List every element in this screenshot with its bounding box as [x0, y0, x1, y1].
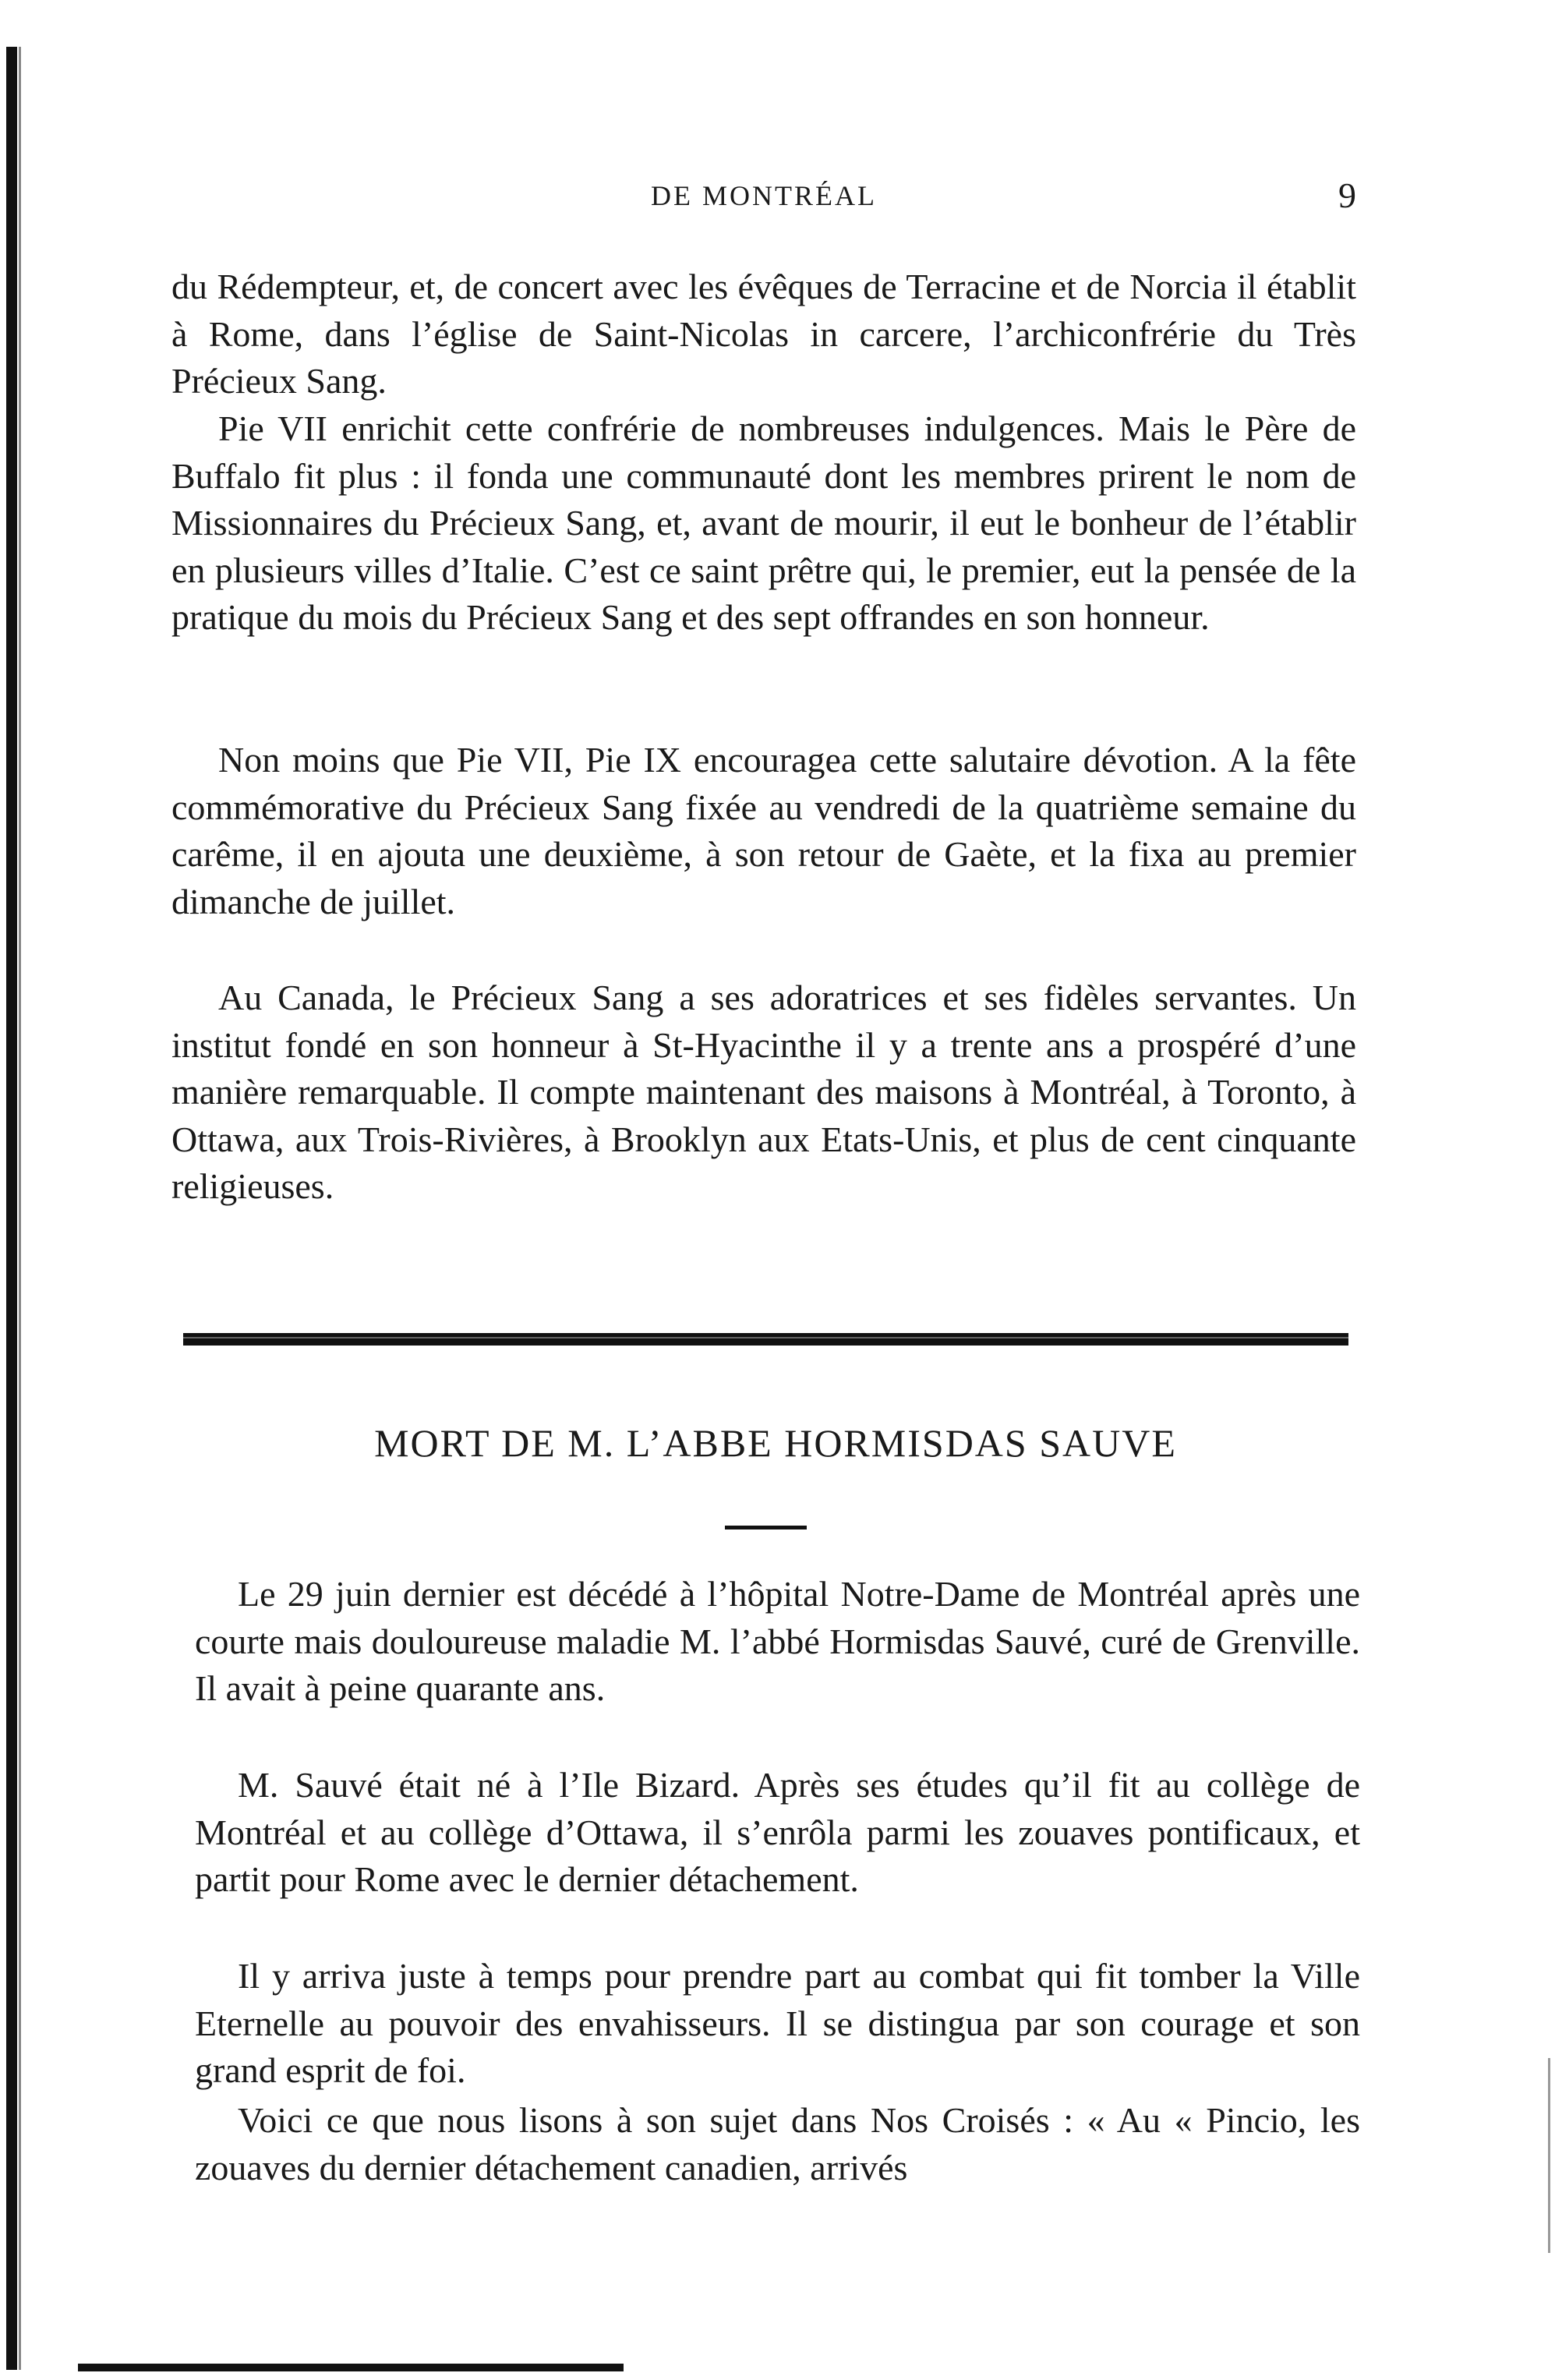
paragraph-section-4: Voici ce que nous lisons à son sujet dans Nos Croisés : « Au « Pincio, les zouaves du dernier détachement canadien, arrivés [195, 2100, 1360, 2187]
section-divider [183, 1333, 1348, 1346]
scan-bottom-border [78, 2364, 624, 2371]
paragraph-top-1: du Rédempteur, et, de concert avec les évêques de Terracine et de Norcia il établit à Rome, dans l’église de Saint-Nicolas in carcere, l’archiconfrérie du Très Précieux Sang. [171, 267, 1356, 401]
scan-left-border [6, 47, 17, 2370]
paragraph-section-3: Il y arriva juste à temps pour prendre part au combat qui fit tomber la Ville Eternelle au pouvoir des envahisseurs. Il se distingua par son courage et son grand esprit de foi. [195, 1956, 1360, 2090]
paragraph-section-2: M. Sauvé était né à l’Ile Bizard. Après ses études qu’il fit au collège de Montréal et au collège d’Ottawa, il s’enrôla parmi les zouaves pontificaux, et partit pour Rome avec le dernier détachement. [195, 1765, 1360, 1899]
paragraph-top-2: Pie VII enrichit cette confrérie de nombreuses indulgences. Mais le Père de Buffalo fit plus : il fonda une communauté dont les membres prirent le nom de Missionnaires du Précieux Sang, et, avant de mourir, il eut le bonheur de l’établir en plusieurs villes d’Italie. C’est ce saint prêtre qui, le premier, eut la pensée de la pratique du mois du Précieux Sang et des sept offrandes en son honneur. [171, 408, 1356, 637]
page-number: 9 [1338, 175, 1356, 215]
title-rule [725, 1526, 807, 1529]
scan-left-border-shadow [19, 47, 21, 2370]
section-title: MORT DE M. L’ABBE HORMISDAS SAUVE [374, 1421, 1177, 1465]
scan-right-mark [1548, 2058, 1550, 2253]
paragraph-section-1: Le 29 juin dernier est décédé à l’hôpital Notre-Dame de Montréal après une courte mais douloureuse maladie M. l’abbé Hormisdas Sauvé, curé de Grenville. Il avait à peine quarante ans. [195, 1574, 1360, 1708]
paragraph-top-3: Non moins que Pie VII, Pie IX encouragea cette salutaire dévotion. A la fête commémorative du Précieux Sang fixée au vendredi de la quatrième semaine du carême, il en ajouta une deuxième, à son retour de Gaète, et la fixa au premier dimanche de juillet. [171, 740, 1356, 921]
running-header [171, 175, 1356, 226]
header-title: DE MONTRÉAL [651, 180, 877, 211]
paragraph-top-4: Au Canada, le Précieux Sang a ses adoratrices et ses fidèles servantes. Un institut fondé en son honneur à St-Hyacinthe il y a trente ans a prospéré d’une manière remarquable. Il compte maintenant des maisons à Montréal, à Toronto, à Ottawa, aux Trois-Rivières, à Brooklyn aux Etats-Unis, et plus de cent cinquante religieuses. [171, 978, 1356, 1206]
